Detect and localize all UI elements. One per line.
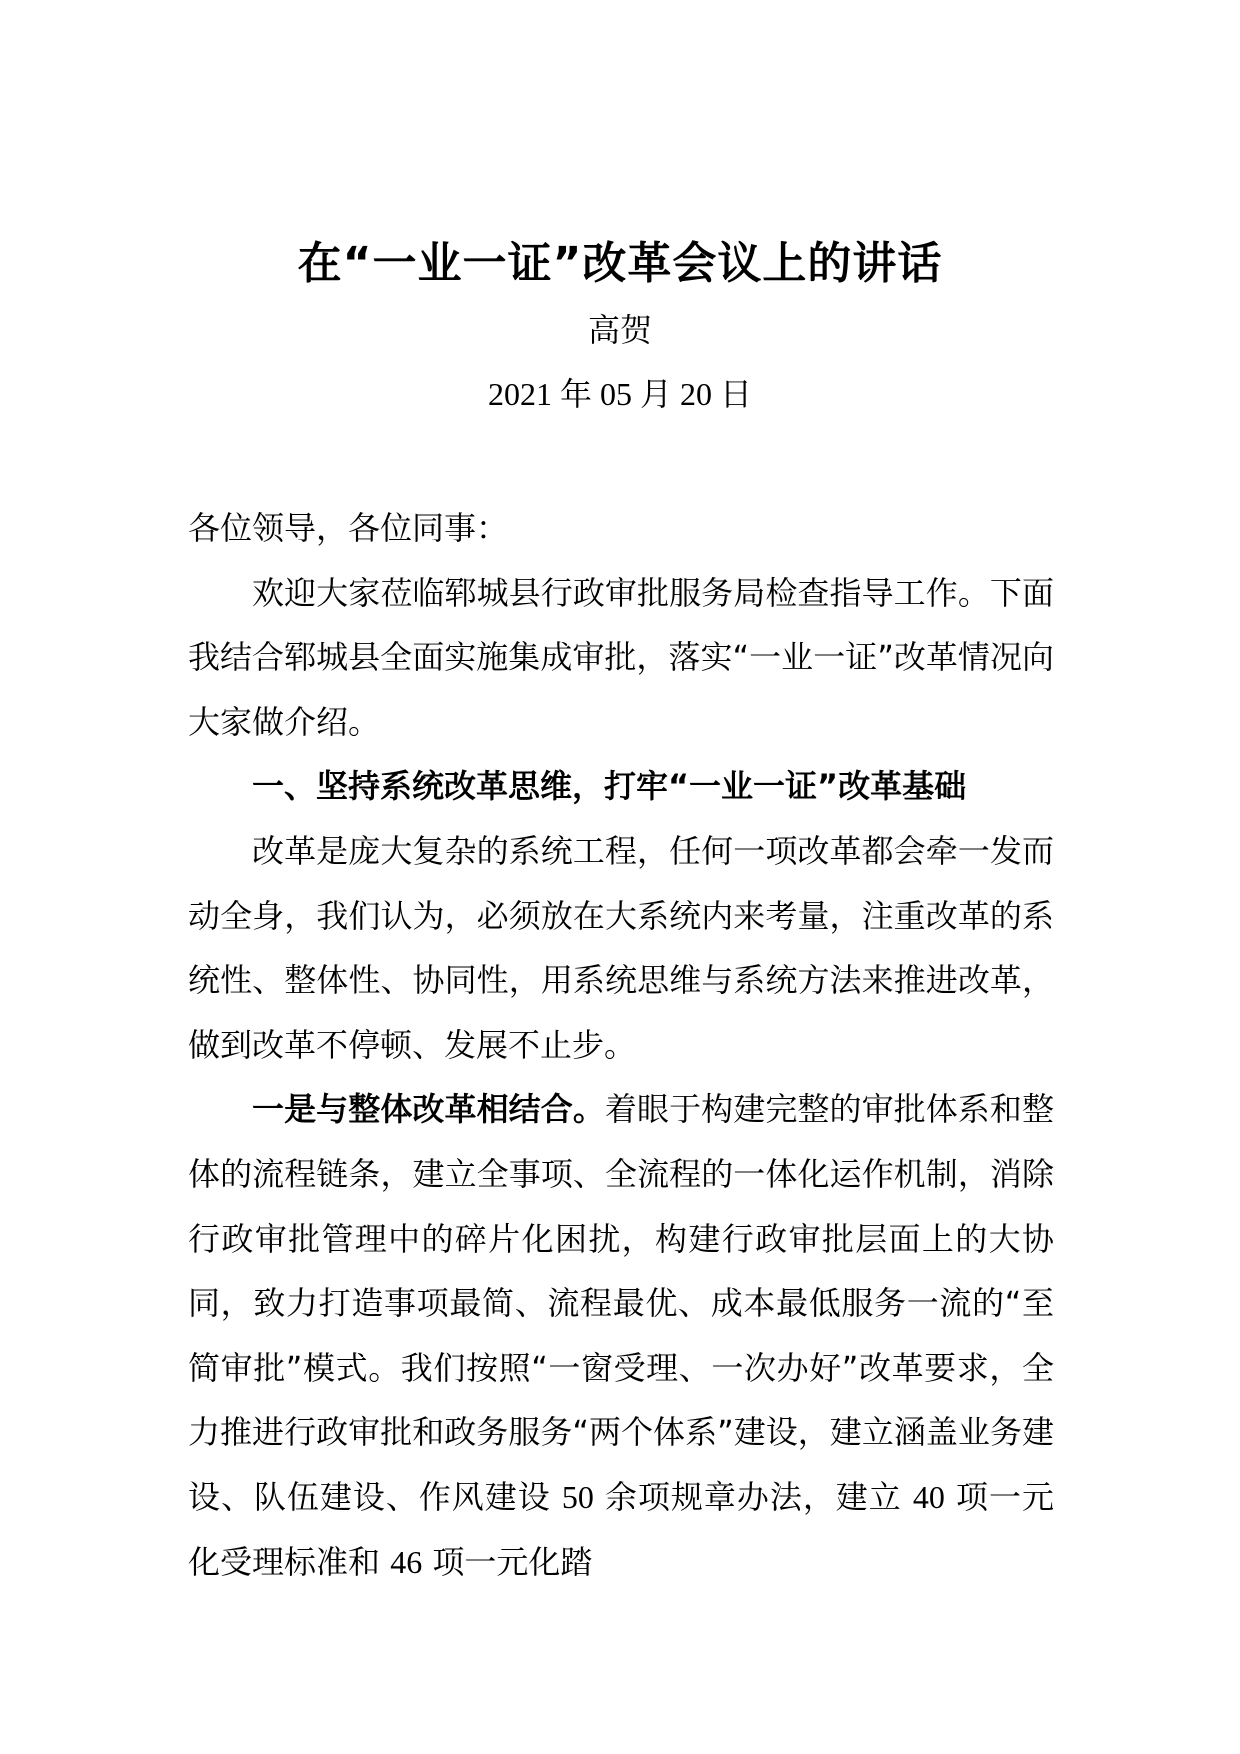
point-1-number-b: 40	[912, 1478, 945, 1515]
point-1-lead: 一是与整体改革相结合。	[252, 1090, 605, 1129]
point-1-text-c: 项一元化受理标准和	[188, 1477, 1054, 1581]
document-title: 在“一业一证”改革会议上的讲话	[297, 238, 943, 289]
document-date: 2021 年 05 月 20 日	[487, 376, 752, 412]
point-1-number-a: 50	[561, 1478, 594, 1515]
document-body	[188, 496, 1054, 1594]
point-1-number-c: 46	[390, 1543, 423, 1580]
point-1-text-a: 着眼于构建完整的审批体系和整体的流程链条，建立全事项、全流程的一体化运作机制，消除行政审批管理中的碎片化困扰，构建行政审批层面上的大协同，致力打造事项最简、流程最优、成本最低服务一流的“至简审批”模式。我们按照“一窗受理、一次办好”改革要求，全力推进行政审批和政务服务“两个体系”建设，建立涵盖业务建设、队伍建设、作风建设	[188, 1090, 1054, 1516]
intro-paragraph: 欢迎大家莅临郓城县行政审批服务局检查指导工作。下面我结合郓城县全面实施集成审批，落实“一业一证”改革情况向大家做介绍。	[188, 573, 1054, 741]
point-1-paragraph	[188, 1077, 1054, 1594]
point-1-text-d: 项一元化踏	[422, 1542, 593, 1581]
section-heading-1: 一、坚持系统改革思维，打牢“一业一证”改革基础	[252, 767, 967, 806]
section-1-paragraph: 改革是庞大复杂的系统工程，任何一项改革都会牵一发而动全身，我们认为，必须放在大系统内来考量，注重改革的系统性、整体性、协同性，用系统思维与系统方法来推进改革，做到改革不停顿、发展不止步。	[188, 831, 1054, 1064]
salutation: 各位领导，各位同事：	[188, 509, 509, 547]
document-author: 高贺	[587, 311, 652, 349]
point-1-text-b: 余项规章办法，建立	[593, 1477, 913, 1516]
